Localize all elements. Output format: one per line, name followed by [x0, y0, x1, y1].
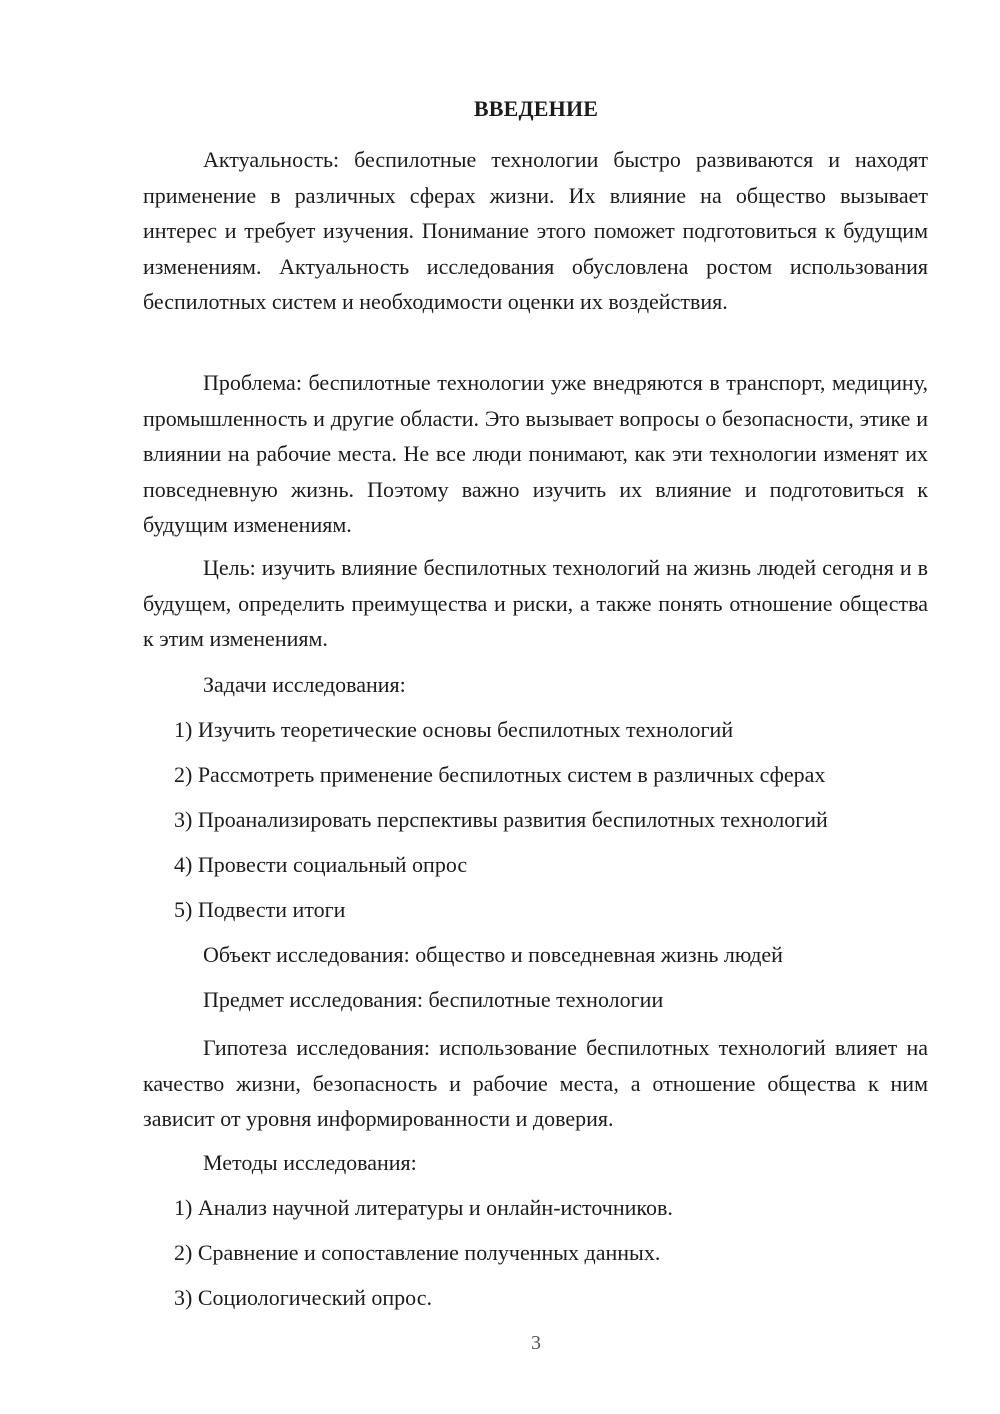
- goal-paragraph: Цель: изучить влияние беспилотных технологий на жизнь людей сегодня и в будущем, определить преимущества и риски, а также понять отношение общества к этим изменениям.: [143, 555, 928, 651]
- method-item: 1) Анализ научной литературы и онлайн-источников.: [174, 1195, 673, 1220]
- tasks-heading: Задачи исследования:: [203, 672, 406, 697]
- task-item: 3) Проанализировать перспективы развития беспилотных технологий: [174, 807, 828, 832]
- task-item: 1) Изучить теоретические основы беспилотных технологий: [174, 717, 734, 742]
- methods-heading: Методы исследования:: [203, 1150, 417, 1175]
- page-number: 3: [531, 1332, 541, 1354]
- task-item: 2) Рассмотреть применение беспилотных систем в различных сферах: [174, 762, 826, 787]
- method-item: 3) Социологический опрос.: [174, 1285, 432, 1310]
- method-item: 2) Сравнение и сопоставление полученных данных.: [174, 1240, 661, 1265]
- relevance-paragraph: Актуальность: беспилотные технологии быстро развиваются и находят применение в различных сферах жизни. Их влияние на общество вызывает интерес и требует изучения. Понимание этого поможет подготовиться к будущим изменениям. Актуальность исследования обусловлена ростом использования беспилотных систем и необходимости оценки их воздействия.: [143, 147, 928, 314]
- problem-paragraph: Проблема: беспилотные технологии уже внедряются в транспорт, медицину, промышленность и другие области. Это вызывает вопросы о безопасности, этике и влиянии на рабочие места. Не все люди понимают, как эти технологии изменят их повседневную жизнь. Поэтому важно изучить их влияние и подготовиться к будущим изменениям.: [143, 370, 928, 537]
- task-item: 5) Подвести итоги: [174, 897, 346, 922]
- task-item: 4) Провести социальный опрос: [174, 852, 468, 877]
- section-title: ВВЕДЕНИЕ: [473, 96, 599, 121]
- research-subject: Предмет исследования: беспилотные технологии: [203, 987, 664, 1012]
- hypothesis-paragraph: Гипотеза исследования: использование беспилотных технологий влияет на качество жизни, безопасность и рабочие места, а отношение общества к ним зависит от уровня информированности и доверия.: [143, 1035, 928, 1131]
- research-object: Объект исследования: общество и повседневная жизнь людей: [203, 942, 783, 967]
